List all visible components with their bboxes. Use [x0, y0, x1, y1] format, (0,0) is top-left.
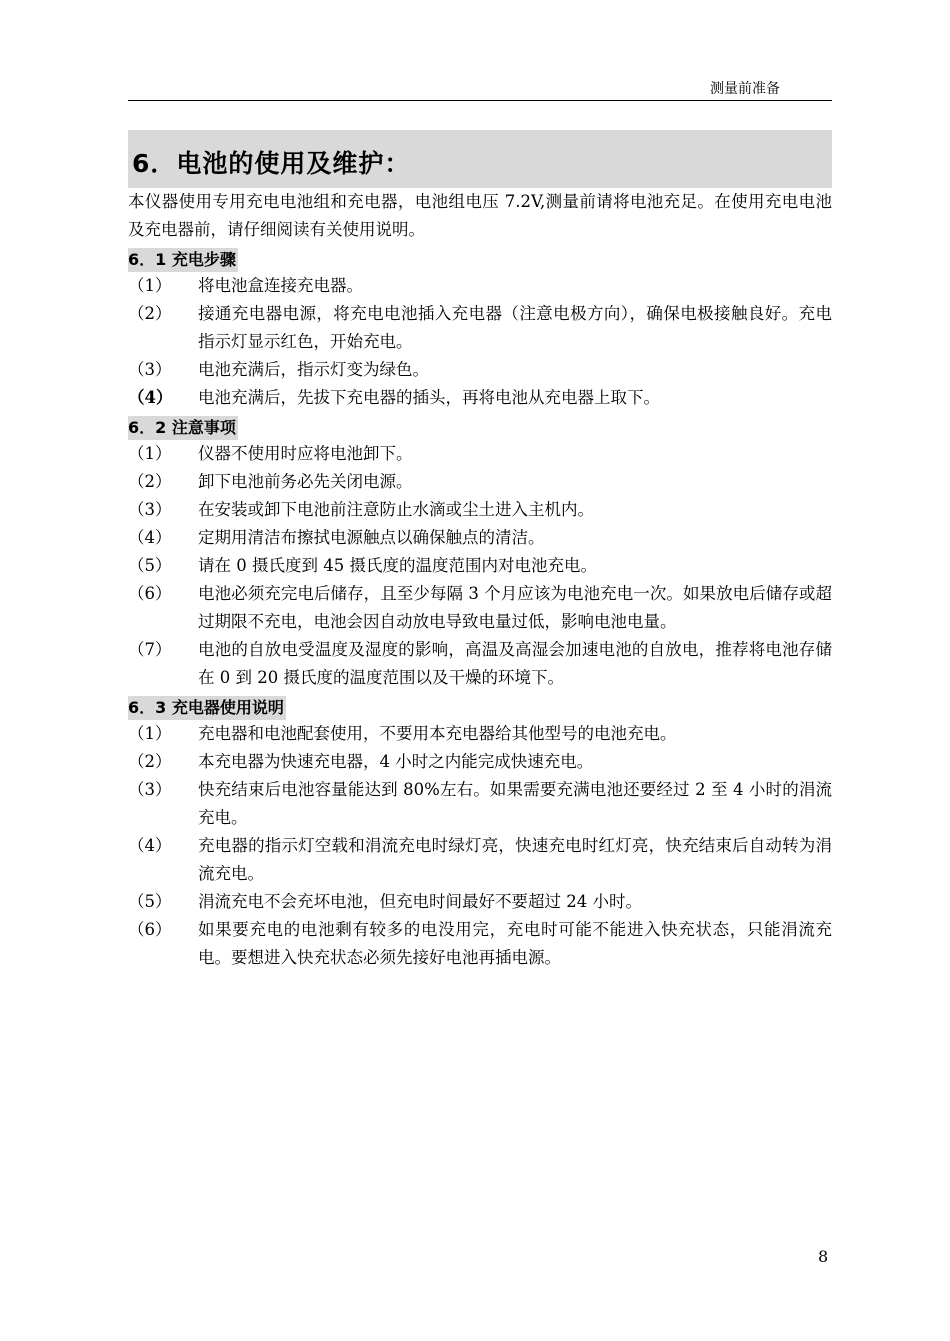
- charger-instructions-list: [128, 720, 832, 972]
- item-text: 将电池盒连接充电器。: [198, 276, 363, 295]
- list-item: [128, 636, 832, 692]
- charging-steps-list: [128, 272, 832, 412]
- intro-paragraph: 本仪器使用专用充电电池组和充电器，电池组电压 7.2V,测量前请将电池充足。在使用充电电池及充电器前，请仔细阅读有关使用说明。: [128, 192, 832, 239]
- subsection-title-charging-steps: 6．1 充电步骤: [128, 248, 238, 272]
- list-item: [128, 300, 832, 356]
- list-item: [128, 468, 832, 496]
- item-text: 电池必须充完电后储存，且至少每隔 3 个月应该为电池充电一次。如果放电后储存或超过期限不充电，电池会因自动放电导致电量过低，影响电池电量。: [198, 584, 832, 631]
- precautions-list: [128, 440, 832, 692]
- list-item: [128, 776, 832, 832]
- item-text: 电池的自放电受温度及湿度的影响，高温及高湿会加速电池的自放电，推荐将电池存储在 0 到 20 摄氏度的温度范围以及干燥的环境下。: [198, 640, 832, 687]
- item-text: 定期用清洁布擦拭电源触点以确保触点的清洁。: [198, 528, 545, 547]
- item-text: 电池充满后，指示灯变为绿色。: [198, 360, 429, 379]
- page-header: [128, 72, 832, 101]
- item-text: 充电器和电池配套使用，不要用本充电器给其他型号的电池充电。: [198, 724, 677, 743]
- list-item: [128, 916, 832, 972]
- item-number: （3）: [128, 500, 172, 519]
- item-text: 本充电器为快速充电器，4 小时之内能完成快速充电。: [198, 752, 594, 771]
- item-number: （7）: [128, 640, 172, 659]
- item-text: 如果要充电的电池剩有较多的电没用完，充电时可能不能进入快充状态，只能涓流充电。要想进入快充状态必须先接好电池再插电源。: [198, 920, 832, 967]
- item-number: （1）: [128, 276, 172, 295]
- item-number: （2）: [128, 752, 172, 771]
- item-number: （4）: [128, 836, 172, 855]
- item-number: （1）: [128, 724, 172, 743]
- list-item: [128, 552, 832, 580]
- item-number: （3）: [128, 780, 172, 799]
- list-item: [128, 832, 832, 888]
- item-text: 请在 0 摄氏度到 45 摄氏度的温度范围内对电池充电。: [198, 556, 597, 575]
- item-number: （4）: [128, 528, 172, 547]
- item-number: （4）: [128, 388, 173, 407]
- list-item: [128, 272, 832, 300]
- item-text: 快充结束后电池容量能达到 80%左右。如果需要充满电池还要经过 2 至 4 小时的涓流充电。: [198, 780, 832, 827]
- item-text: 接通充电器电源，将充电电池插入充电器（注意电极方向），确保电极接触良好。充电指示灯显示红色，开始充电。: [198, 304, 832, 351]
- item-number: （5）: [128, 892, 172, 911]
- item-number: （3）: [128, 360, 172, 379]
- list-item: [128, 720, 832, 748]
- item-text: 充电器的指示灯空载和涓流充电时绿灯亮，快速充电时红灯亮，快充结束后自动转为涓流充电。: [198, 836, 832, 883]
- list-item: [128, 440, 832, 468]
- item-text: 涓流充电不会充坏电池，但充电时间最好不要超过 24 小时。: [198, 892, 642, 911]
- section-heading-bar: [128, 130, 832, 188]
- list-item: [128, 356, 832, 384]
- list-item: [128, 888, 832, 916]
- list-item: [128, 496, 832, 524]
- subsection-title-charger-instructions: 6．3 充电器使用说明: [128, 696, 286, 720]
- document-body: [128, 188, 832, 972]
- item-text: 仪器不使用时应将电池卸下。: [198, 444, 413, 463]
- list-item: [128, 384, 832, 412]
- item-number: （6）: [128, 584, 172, 603]
- item-number: （2）: [128, 472, 172, 491]
- item-text: 在安装或卸下电池前注意防止水滴或尘土进入主机内。: [198, 500, 594, 519]
- item-text: 卸下电池前务必先关闭电源。: [198, 472, 413, 491]
- list-item: [128, 524, 832, 552]
- list-item: [128, 580, 832, 636]
- item-text: 电池充满后，先拔下充电器的插头，再将电池从充电器上取下。: [198, 388, 660, 407]
- list-item: [128, 748, 832, 776]
- section-title: 6．电池的使用及维护：: [132, 149, 411, 178]
- item-number: （2）: [128, 304, 172, 323]
- item-number: （5）: [128, 556, 172, 575]
- page-number: 8: [818, 1247, 829, 1266]
- subsection-title-precautions: 6．2 注意事项: [128, 416, 238, 440]
- header-title: 测量前准备: [710, 81, 780, 97]
- item-number: （6）: [128, 920, 172, 939]
- item-number: （1）: [128, 444, 172, 463]
